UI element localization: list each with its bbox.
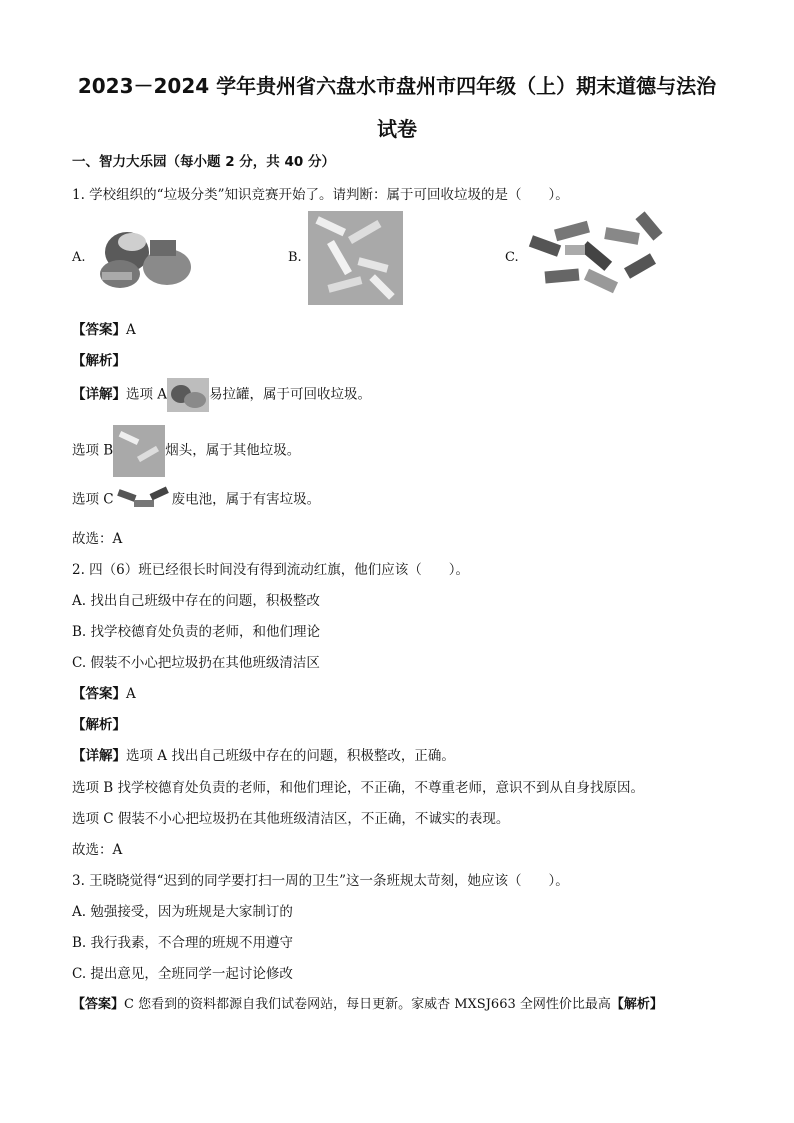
batteries-thumbnail-icon	[114, 482, 172, 518]
q2-detail-c: 选项 C 假装不小心把垃圾扔在其他班级清洁区，不正确，不诚实的表现。	[72, 811, 510, 827]
section-heading: 一、智力大乐园（每小题 2 分，共 40 分）	[72, 154, 335, 170]
q2-option-b: B. 找学校德育处负责的老师，和他们理论	[72, 624, 321, 640]
cigarette-butts-image	[308, 211, 403, 305]
q2-detail-a: 【详解】选项 A 找出自己班级中存在的问题，积极整改，正确。	[72, 748, 455, 764]
question-3-stem: 3. 王晓晓觉得“迟到的同学要打扫一周的卫生”这一条班规太苛刻，她应该（ ）。	[72, 873, 569, 889]
question-2-stem: 2. 四（6）班已经很长时间没有得到流动红旗，他们应该（ ）。	[72, 562, 470, 578]
q1-detail-b: 选项 B 烟头，属于其他垃圾。	[72, 425, 300, 477]
q1-option-c-label: C.	[505, 250, 519, 265]
page-title-line2: 试卷	[377, 117, 417, 141]
batteries-image	[525, 210, 670, 306]
page-title: 2023－2024 学年贵州省六盘水市盘州市四年级（上）期末道德与法治	[77, 74, 717, 98]
q2-answer: 【答案】A	[72, 686, 136, 702]
q2-detail-b: 选项 B 找学校德育处负责的老师，和他们理论，不正确，不尊重老师，意识不到从自身找原因。	[72, 780, 645, 796]
q3-option-b: B. 我行我素，不合理的班规不用遵守	[72, 935, 294, 951]
q2-analysis: 【解析】	[72, 717, 126, 733]
cans-image	[92, 212, 202, 294]
q1-choice: 故选：A	[72, 531, 123, 547]
q1-option-a-label: A.	[72, 250, 86, 265]
q1-analysis: 【解析】	[72, 353, 126, 369]
q2-option-a: A. 找出自己班级中存在的问题，积极整改	[72, 593, 320, 609]
ad-text: 您看到的资料都源自我们试卷网站，每日更新。家威杏 MXSJ663 全网性价比最高	[138, 997, 611, 1012]
q2-choice: 故选：A	[72, 842, 123, 858]
q3-option-a: A. 勉强接受，因为班规是大家制订的	[72, 904, 293, 920]
q1-detail-a: 【详解】选项 A 易拉罐，属于可回收垃圾。	[72, 378, 371, 412]
q1-answer: 【答案】A	[72, 322, 136, 338]
q2-option-c: C. 假装不小心把垃圾扔在其他班级清洁区	[72, 655, 320, 671]
cans-thumbnail-icon	[167, 378, 209, 412]
q1-option-b-label: B.	[288, 250, 302, 265]
question-1-stem: 1. 学校组织的“垃圾分类”知识竞赛开始了。请判断：属于可回收垃圾的是（ ）。	[72, 187, 569, 203]
q3-option-c: C. 提出意见，全班同学一起讨论修改	[72, 966, 293, 982]
q1-detail-c: 选项 C 废电池，属于有害垃圾。	[72, 482, 320, 518]
q3-answer: 【答案】C 您看到的资料都源自我们试卷网站，每日更新。家威杏 MXSJ663 全网性价比最高【解析】	[72, 997, 663, 1012]
cigarette-thumbnail-icon	[113, 425, 165, 477]
